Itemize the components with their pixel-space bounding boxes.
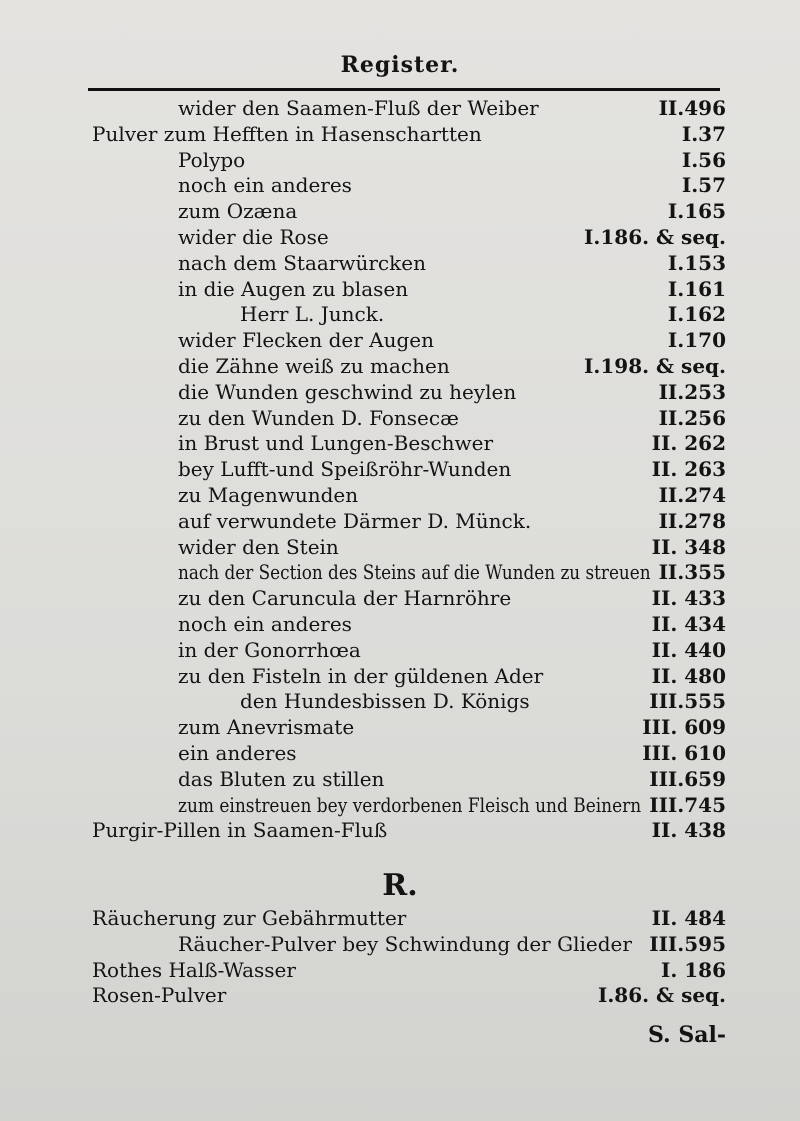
register-entry (0, 302, 800, 328)
entry-text: Rosen-Pulver (92, 983, 227, 1008)
register-entries-r (0, 906, 800, 1009)
entry-page-ref: I.37 (681, 121, 726, 146)
entry-text: in Brust und Lungen-Beschwer (178, 431, 494, 456)
entry-text: zu den Wunden D. Fonsecæ (178, 405, 459, 430)
entry-page-ref: II.496 (658, 96, 726, 120)
entry-text: Räucherung zur Gebährmutter (92, 906, 407, 930)
entry-page-ref: II.256 (658, 405, 726, 430)
entry-page-ref: II. 484 (651, 906, 726, 930)
entry-page-ref: II. 348 (651, 534, 726, 559)
entry-page-ref: III.595 (649, 931, 726, 956)
entry-page-ref: II. 433 (651, 586, 726, 611)
register-entry (0, 983, 800, 1009)
entry-page-ref: I.162 (667, 302, 726, 327)
entry-text: Räucher-Pulver bey Schwindung der Glieder (178, 931, 632, 956)
register-entry (0, 225, 800, 251)
entry-text: wider den Saamen-Fluß der Weiber (178, 96, 539, 120)
entry-text: zu Magenwunden (178, 482, 359, 507)
register-entry (0, 741, 800, 767)
entry-text: in die Augen zu blasen (178, 276, 409, 301)
entry-page-ref: I.186. & seq. (584, 224, 726, 249)
register-entry (0, 612, 800, 638)
register-entry (0, 457, 800, 483)
entry-text: den Hundesbissen D. Königs (240, 689, 530, 714)
register-entry (0, 148, 800, 174)
register-entry (0, 328, 800, 354)
entry-text: wider Flecken der Augen (178, 328, 434, 353)
register-entry (0, 958, 800, 984)
entry-page-ref: III.745 (649, 792, 726, 817)
register-entry (0, 173, 800, 199)
register-entry (0, 638, 800, 664)
register-entry (0, 251, 800, 277)
register-entry (0, 509, 800, 535)
entry-page-ref: II. 262 (651, 431, 726, 456)
entry-page-ref: I.56 (681, 147, 726, 172)
entry-text: Purgir-Pillen in Saamen-Fluß (92, 818, 388, 843)
entry-text: Pulver zum Hefften in Hasenschartten (92, 121, 482, 146)
entry-text: ein anderes (178, 740, 297, 765)
entry-page-ref: I.57 (681, 173, 726, 198)
register-entry (0, 715, 800, 741)
entry-page-ref: II. 480 (651, 663, 726, 688)
header-rule (88, 88, 720, 91)
entry-page-ref: II. 440 (651, 637, 726, 662)
entry-page-ref: II. 263 (651, 457, 726, 482)
section-letter: R. (382, 868, 418, 903)
register-entries (0, 96, 800, 844)
entry-page-ref: I.86. & seq. (597, 983, 726, 1008)
entry-text: die Wunden geschwind zu heylen (178, 379, 517, 404)
register-entry (0, 354, 800, 380)
register-entry (0, 96, 800, 122)
entry-page-ref: III. 609 (642, 715, 726, 740)
register-entry (0, 380, 800, 406)
entry-text: zum Ozæna (178, 199, 298, 224)
entry-text: zu den Caruncula der Harnröhre (178, 586, 512, 611)
entry-text: nach der Section des Steins auf die Wunden zu streuen (178, 560, 651, 585)
entry-text: auf verwundete Därmer D. Münck. (178, 508, 532, 533)
entry-text: in der Gonorrhœa (178, 637, 361, 662)
register-entry (0, 906, 800, 932)
entry-page-ref: III. 610 (642, 740, 726, 765)
entry-page-ref: II.278 (658, 508, 726, 533)
entry-text: das Bluten zu stillen (178, 766, 385, 791)
entry-text: noch ein anderes (178, 611, 352, 636)
entry-text: bey Lufft-und Speißröhr-Wunden (178, 457, 512, 482)
entry-text: Polypo (178, 147, 246, 172)
entry-page-ref: I.170 (667, 328, 726, 353)
entry-text: die Zähne weiß zu machen (178, 353, 450, 378)
entry-text: noch ein anderes (178, 173, 352, 198)
entry-page-ref: II.274 (658, 482, 726, 507)
entry-page-ref: III.659 (649, 766, 726, 791)
entry-page-ref: I.161 (667, 276, 726, 301)
entry-text: zu den Fisteln in der güldenen Ader (178, 663, 544, 688)
entry-text: nach dem Staarwürcken (178, 250, 426, 275)
entry-text: zum Anevrismate (178, 715, 355, 740)
register-entry (0, 122, 800, 148)
entry-page-ref: II.355 (658, 560, 726, 585)
page-header: Register. (340, 52, 460, 78)
register-entry (0, 535, 800, 561)
register-entry (0, 406, 800, 432)
register-entry (0, 664, 800, 690)
entry-page-ref: I. 186 (660, 957, 726, 982)
entry-page-ref: I.153 (667, 250, 726, 275)
entry-text: Herr L. Junck. (240, 302, 385, 327)
register-entry (0, 199, 800, 225)
register-entry (0, 431, 800, 457)
register-entry (0, 818, 800, 844)
register-entry (0, 767, 800, 793)
register-entry (0, 277, 800, 303)
register-entry (0, 932, 800, 958)
entry-page-ref: I.198. & seq. (584, 353, 726, 378)
entry-page-ref: II.253 (658, 379, 726, 404)
register-entry (0, 483, 800, 509)
catchword: S. Sal- (647, 1022, 726, 1048)
entry-page-ref: I.165 (667, 199, 726, 224)
entry-page-ref: II. 438 (651, 818, 726, 843)
register-entry (0, 560, 800, 586)
entry-text: wider die Rose (178, 224, 329, 249)
entry-text: zum einstreuen bey verdorbenen Fleisch und Beinern (178, 792, 642, 817)
entry-page-ref: III.555 (649, 689, 726, 714)
register-entry (0, 793, 800, 819)
entry-text: wider den Stein (178, 534, 339, 559)
entry-page-ref: II. 434 (651, 611, 726, 636)
register-entry (0, 689, 800, 715)
register-entry (0, 586, 800, 612)
entry-text: Rothes Halß-Wasser (92, 957, 296, 982)
